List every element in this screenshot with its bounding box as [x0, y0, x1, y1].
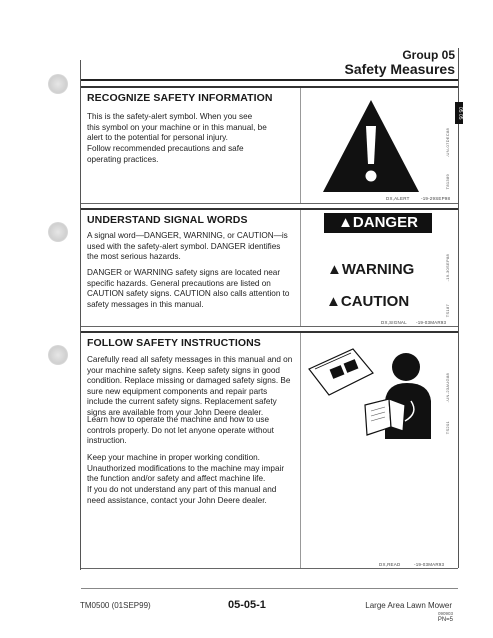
- danger-word: DANGER: [352, 214, 418, 231]
- section-tab: 05 05: [455, 102, 463, 124]
- paragraph: If you do not understand any part of this manual and need assistance, contact your John Deere dealer.: [87, 485, 277, 505]
- footer-small-code: 090903: [437, 611, 453, 616]
- safety-alert-symbol-icon: [321, 98, 421, 194]
- alert-triangle-icon: ▲: [327, 261, 342, 278]
- side-code: T81389: [445, 174, 450, 190]
- footer-pn: PN=5: [437, 617, 453, 623]
- side-code: -UN-07DEC88: [445, 128, 450, 158]
- caution-sign: [326, 293, 409, 310]
- right-margin-rule: [458, 48, 459, 568]
- binder-hole: [48, 345, 68, 365]
- warning-sign: [327, 261, 414, 278]
- header-rule: [80, 79, 459, 81]
- paragraph: DANGER or WARNING safety signs are located near specific hazards. General precautions are listed on CAUTION safety signs. CAUTION also calls attention to safety messages in this manual.: [87, 268, 290, 309]
- figure-date: -19-29SEP98: [421, 196, 451, 201]
- paragraph: Carefully read all safety messages in this manual and on your machine safety signs. Keep safety signs in good condition. Replace missing or damaged safety signs. Be sure new equipment components and repair parts include the current safety signs. Replacement safety signs are available from your John Deere dealer.: [87, 355, 293, 417]
- paragraph: A signal word—DANGER, WARNING, or CAUTION—is used with the safety-alert symbol. DANGER identifies the most serious hazards.: [87, 231, 288, 261]
- column-divider: [300, 333, 301, 568]
- figure-code: DX,ALERT: [386, 196, 410, 201]
- section-title: UNDERSTAND SIGNAL WORDS: [87, 214, 248, 226]
- figure-code: DX,SIGNAL: [381, 320, 407, 325]
- paragraph: Learn how to operate the machine and how to use controls properly. Do not let anyone operate without instruction.: [87, 415, 274, 445]
- paragraph: This is the safety-alert symbol. When you see this symbol on your machine or in this manual, be alert to the potential for personal injury.: [87, 112, 267, 142]
- section-title: RECOGNIZE SAFETY INFORMATION: [87, 92, 273, 104]
- figure-date: -19-03MAR93: [416, 320, 447, 325]
- section-title: FOLLOW SAFETY INSTRUCTIONS: [87, 337, 261, 349]
- column-divider: [300, 210, 301, 326]
- binder-hole: [48, 74, 68, 94]
- danger-sign: [324, 213, 432, 233]
- side-code: TS187: [445, 304, 450, 318]
- side-code: -UN-23AUG88: [445, 373, 450, 403]
- figure-date: -19-03MAR93: [414, 562, 445, 567]
- side-code: -19-30SEP88: [445, 254, 450, 282]
- person-reading-manual-icon: [307, 343, 437, 439]
- figure-code: DX,READ: [379, 562, 401, 567]
- footer-product-name: Large Area Lawn Mower: [365, 601, 452, 610]
- binder-hole: [48, 222, 68, 242]
- footer-manual-code: TM0500 (01SEP99): [80, 601, 151, 610]
- paragraph: Follow recommended precautions and safe operating practices.: [87, 144, 244, 164]
- group-label: Group 05: [402, 48, 455, 62]
- section-follow-instructions: [81, 331, 458, 569]
- paragraph: Keep your machine in proper working condition. Unauthorized modifications to the machine may impair the function and/or safety and affect machine life.: [87, 453, 285, 483]
- warning-word: WARNING: [341, 261, 415, 278]
- alert-triangle-icon: ▲: [338, 214, 353, 231]
- page-title: Safety Measures: [344, 61, 455, 77]
- side-code: TS201: [445, 421, 450, 435]
- footer-rule: [81, 588, 458, 589]
- section-signal-words: [81, 208, 458, 327]
- section-recognize-safety: [81, 86, 458, 204]
- page-number: 05-05-1: [228, 599, 266, 611]
- column-divider: [300, 88, 301, 203]
- caution-word: CAUTION: [340, 293, 410, 310]
- alert-triangle-icon: ▲: [326, 293, 341, 310]
